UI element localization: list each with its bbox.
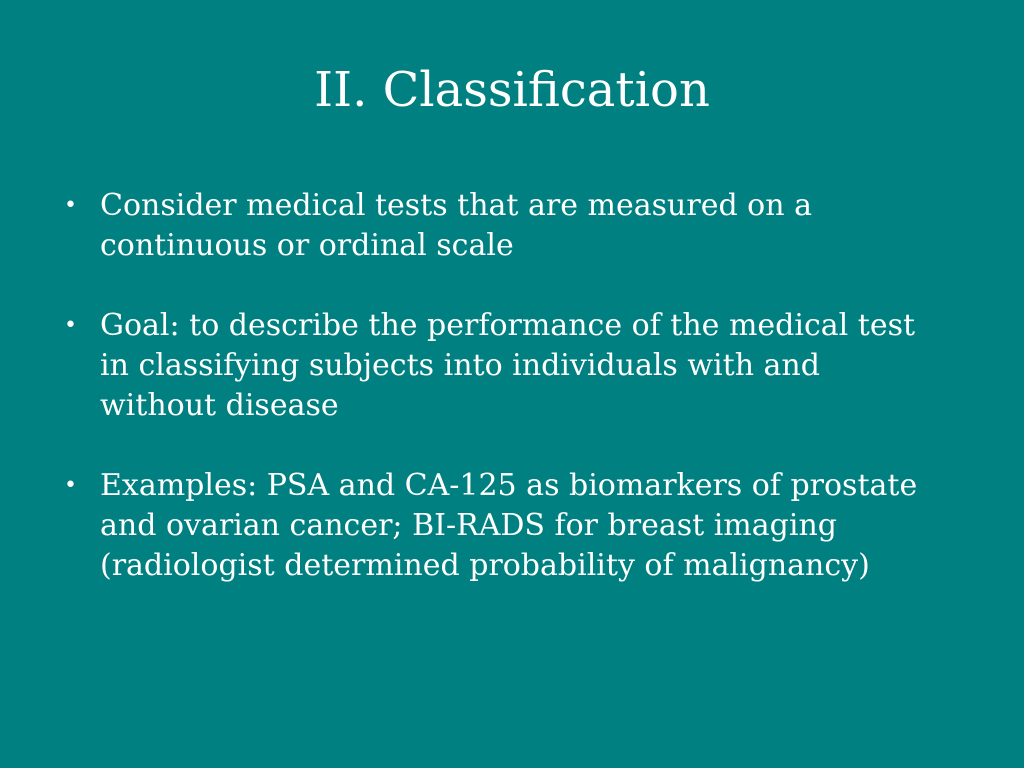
bullet-item [64, 186, 944, 266]
bullet-item [64, 306, 944, 426]
bullet-list [64, 186, 944, 626]
bullet-marker-icon: • [64, 193, 77, 218]
bullet-item [64, 466, 944, 586]
slide-title: II. Classification [314, 62, 710, 118]
bullet-text: Goal: to describe the performance of the medical test in classifying subjects into individuals with and without disease [100, 308, 916, 423]
bullet-marker-icon: • [64, 473, 77, 498]
bullet-text: Examples: PSA and CA-125 as biomarkers of prostate and ovarian cancer; BI-RADS for breast imaging (radiologist determined probability of malignancy) [100, 468, 918, 583]
bullet-marker-icon: • [64, 313, 77, 338]
bullet-text: Consider medical tests that are measured on a continuous or ordinal scale [100, 188, 812, 263]
